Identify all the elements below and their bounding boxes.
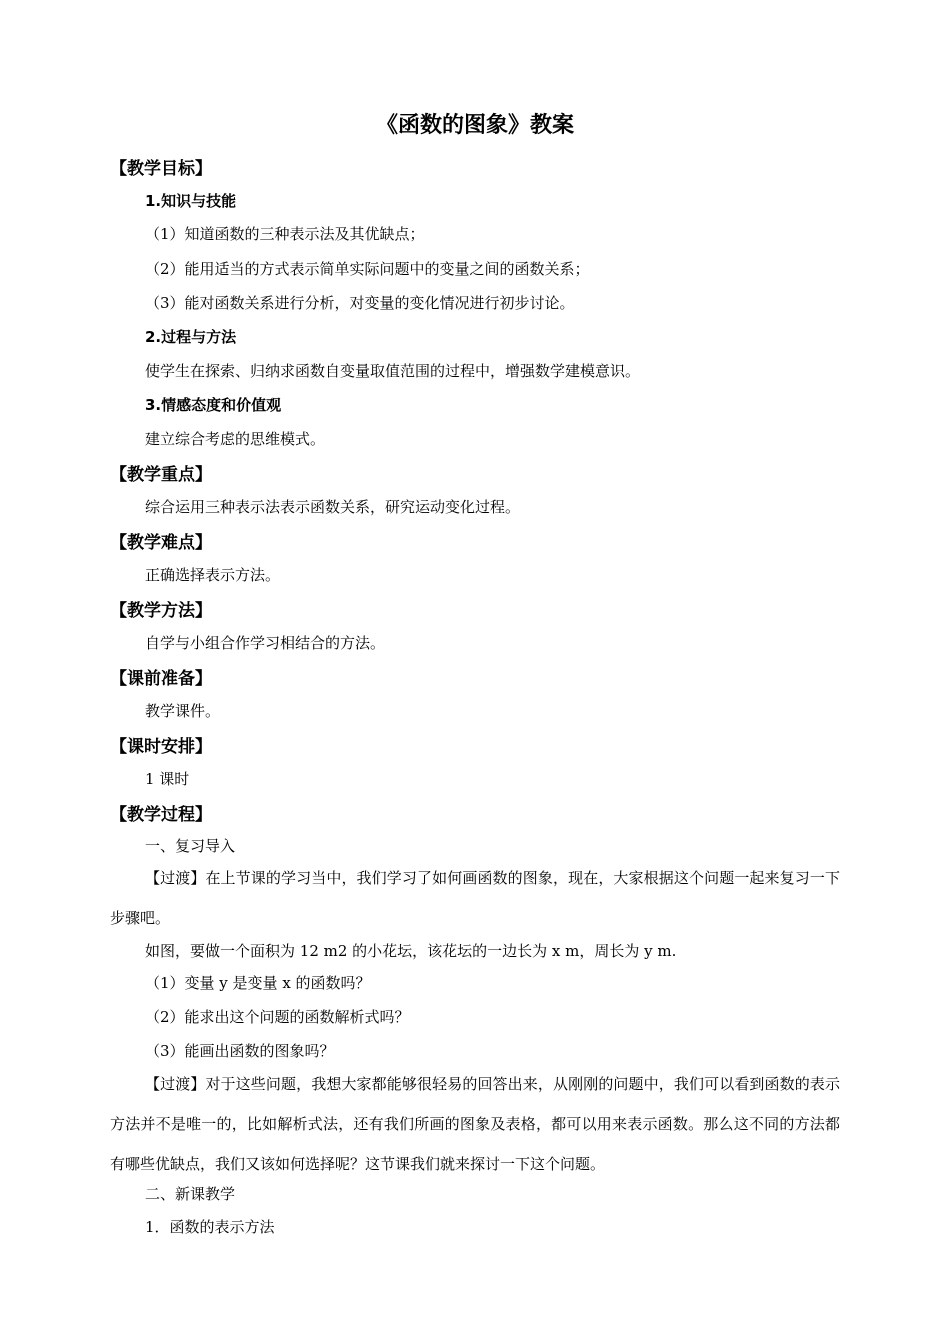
heading-key-points: 【教学重点】 [110,465,212,485]
question-2: （2）能求出这个问题的函数解析式吗？ [145,1008,410,1026]
process-method-text: 使学生在探索、归纳求函数自变量取值范围的过程中，增强数学建模意识。 [145,362,641,380]
question-3: （3）能画出函数的图象吗？ [145,1042,335,1060]
preparation-text: 教学课件。 [145,702,221,720]
goal-item-1: （1）知道函数的三种表示法及其优缺点； [145,225,425,243]
heading-preparation: 【课前准备】 [110,669,212,689]
attitude-values-text: 建立综合考虑的思维模式。 [145,430,326,448]
subheading-process-method: 2.过程与方法 [145,328,237,346]
transition-paragraph-1: 【过渡】在上节课的学习当中，我们学习了如何画函数的图象，现在，大家根据这个问题一起来复习一下步骤吧。 [110,869,840,927]
document-title: 《函数的图象》教案 [375,113,574,138]
question-1: （1）变量 y 是变量 x 的函数吗？ [145,974,371,992]
heading-teaching-goals: 【教学目标】 [110,159,212,179]
heading-schedule: 【课时安排】 [110,737,212,757]
transition-paragraph-2: 【过渡】对于这些问题，我想大家都能够很轻易的回答出来，从刚刚的问题中，我们可以看到函数的表示方法并不是唯一的，比如解析式法，还有我们所画的图象及表格，都可以用来表示函数。那么这不同的方法都有哪些优缺点，我们又该如何选择呢？这节课我们就来探讨一下这个问题。 [110,1075,840,1173]
heading-teaching-methods: 【教学方法】 [110,601,212,621]
key-points-text: 综合运用三种表示法表示函数关系，研究运动变化过程。 [145,498,521,516]
heading-teaching-process: 【教学过程】 [110,805,212,825]
heading-difficulties: 【教学难点】 [110,533,212,553]
part-review-intro: 一、复习导入 [145,837,236,855]
teaching-methods-text: 自学与小组合作学习相结合的方法。 [145,634,386,652]
difficulties-text: 正确选择表示方法。 [145,566,281,584]
subheading-attitude-values: 3.情感态度和价值观 [145,396,282,414]
part-new-lesson: 二、新课教学 [145,1185,236,1203]
problem-statement: 如图，要做一个面积为 12 m2 的小花坛，该花坛的一边长为 x m，周长为 y m. [145,942,677,960]
subheading-knowledge-skills: 1.知识与技能 [145,192,237,210]
goal-item-3: （3）能对函数关系进行分析，对变量的变化情况进行初步讨论。 [145,294,575,312]
goal-item-2: （2）能用适当的方式表示简单实际问题中的变量之间的函数关系； [145,260,590,278]
subsection-function-representation: 1．函数的表示方法 [145,1218,275,1236]
schedule-text: 1 课时 [145,770,190,788]
